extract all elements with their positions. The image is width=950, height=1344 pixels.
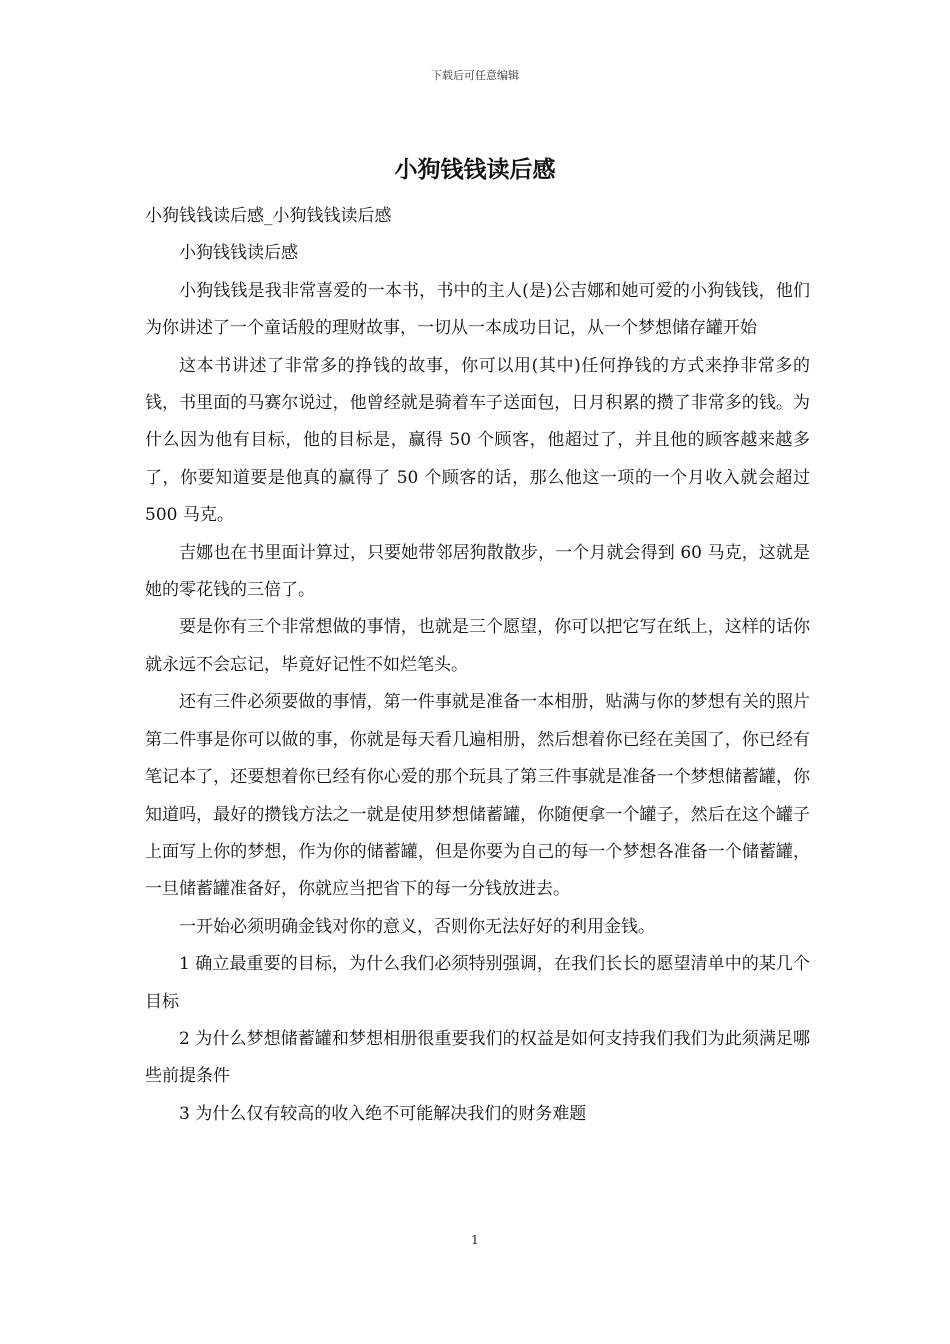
body-paragraph: 还有三件必须要做的事情，第一件事就是准备一本相册，贴满与你的梦想有关的照片第二件事是你可以做的事，你就是每天看几遍相册，然后想着你已经在美国了，你已经有笔记本了，还要想着你已经有你心爱的那个玩具了第三件事就是准备一个梦想储蓄罐，你知道吗，最好的攒钱方法之一就是使用梦想储蓄罐，你随便拿一个罐子，然后在这个罐子上面写上你的梦想，作为你的储蓄罐，但是你要为自己的每一个梦想各准备一个储蓄罐，一旦储蓄罐准备好，你就应当把省下的每一分钱放进去。 [145, 692, 810, 900]
body-paragraph: 这本书讲述了非常多的挣钱的故事，你可以用(其中)任何挣钱的方式来挣非常多的钱，书里面的马赛尔说过，他曾经就是骑着车子送面包，日月积累的攒了非常多的钱。为什么因为他有目标，他的目标是，赢得 50 个顾客，他超过了，并且他的顾客越来越多了，你要知道要是他真的赢得了 50 个顾客的话，那么他这一项的一个月收入就会超过 500 马克。 [145, 355, 810, 526]
document-body [145, 198, 810, 1133]
body-paragraph: 要是你有三个非常想做的事情，也就是三个愿望，你可以把它写在纸上，这样的话你就永远不会忘记，毕竟好记性不如烂笔头。 [145, 617, 810, 675]
body-paragraph: 一开始必须明确金钱对你的意义，否则你无法好好的利用金钱。 [179, 916, 655, 937]
section-heading: 小狗钱钱读后感 [179, 243, 298, 264]
body-paragraph: 吉娜也在书里面计算过，只要她带邻居狗散散步，一个月就会得到 60 马克，这就是她的零花钱的三倍了。 [145, 542, 810, 601]
subtitle-paragraph: 小狗钱钱读后感_小狗钱钱读后感 [145, 206, 392, 226]
document-title: 小狗钱钱读后感 [394, 156, 556, 183]
list-item: 3 为什么仅有较高的收入绝不可能解决我们的财务难题 [179, 1103, 587, 1124]
header-note: 下载后可任意编辑 [431, 69, 519, 82]
page-number: 1 [471, 1233, 479, 1247]
body-paragraph: 小狗钱钱是我非常喜爱的一本书，书中的主人(是)公吉娜和她可爱的小狗钱钱，他们为你讲述了一个童话般的理财故事，一切从一本成功日记，从一个梦想储存罐开始 [145, 280, 810, 339]
list-item: 2 为什么梦想储蓄罐和梦想相册很重要我们的权益是如何支持我们我们为此须满足哪些前提条件 [145, 1028, 810, 1087]
list-item: 1 确立最重要的目标，为什么我们必须特别强调，在我们长长的愿望清单中的某几个目标 [145, 954, 810, 1012]
